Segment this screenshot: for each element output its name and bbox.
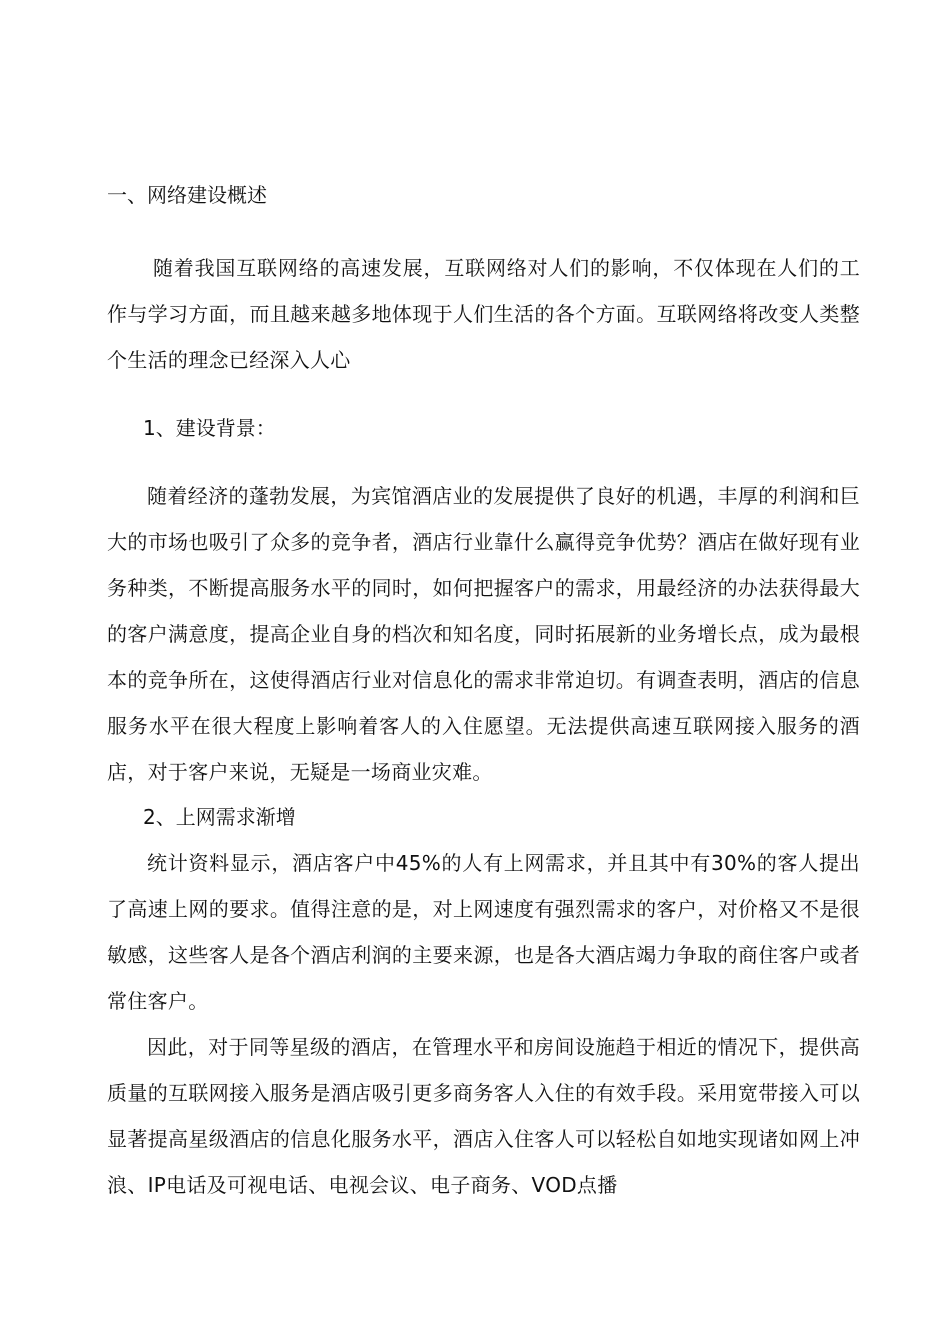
subsection-title-background: 1、建设背景： — [143, 416, 276, 440]
background-paragraph: 随着经济的蓬勃发展，为宾馆酒店业的发展提供了良好的机遇，丰厚的利润和巨大的市场也吸引了众多的竞争者，酒店行业靠什么赢得竞争优势？酒店在做好现有业务种类，不断提高服务水平的同时，如何把握客户的需求，用最经济的办法获得最大的客户满意度，提高企业自身的档次和知名度，同时拓展新的业务增长点，成为最根本的竞争所在，这使得酒店行业对信息化的需求非常迫切。有调查表明，酒店的信息服务水平在很大程度上影响着客人的入住愿望。无法提供高速互联网接入服务的酒店，对于客户来说，无疑是一场商业灾难。 — [107, 484, 860, 784]
section-title: 一、网络建设概述 — [107, 183, 267, 207]
demand-paragraph: 统计资料显示，酒店客户中45%的人有上网需求，并且其中有30%的客人提出了高速上网的要求。值得注意的是，对上网速度有强烈需求的客户，对价格又不是很敏感，这些客人是各个酒店利润的主要来源，也是各大酒店竭力争取的商住客户或者常住客户。 — [107, 851, 860, 1013]
subsection-title-demand: 2、上网需求渐增 — [143, 805, 296, 829]
intro-paragraph: 随着我国互联网络的高速发展，互联网络对人们的影响，不仅体现在人们的工作与学习方面，而且越来越多地体现于人们生活的各个方面。互联网络将改变人类整个生活的理念已经深入人心 — [107, 256, 860, 372]
conclusion-paragraph: 因此，对于同等星级的酒店，在管理水平和房间设施趋于相近的情况下，提供高质量的互联网接入服务是酒店吸引更多商务客人入住的有效手段。采用宽带接入可以显著提高星级酒店的信息化服务水平，酒店入住客人可以轻松自如地实现诸如网上冲浪、IP电话及可视电话、电视会议、电子商务、VOD点播 — [107, 1035, 860, 1197]
